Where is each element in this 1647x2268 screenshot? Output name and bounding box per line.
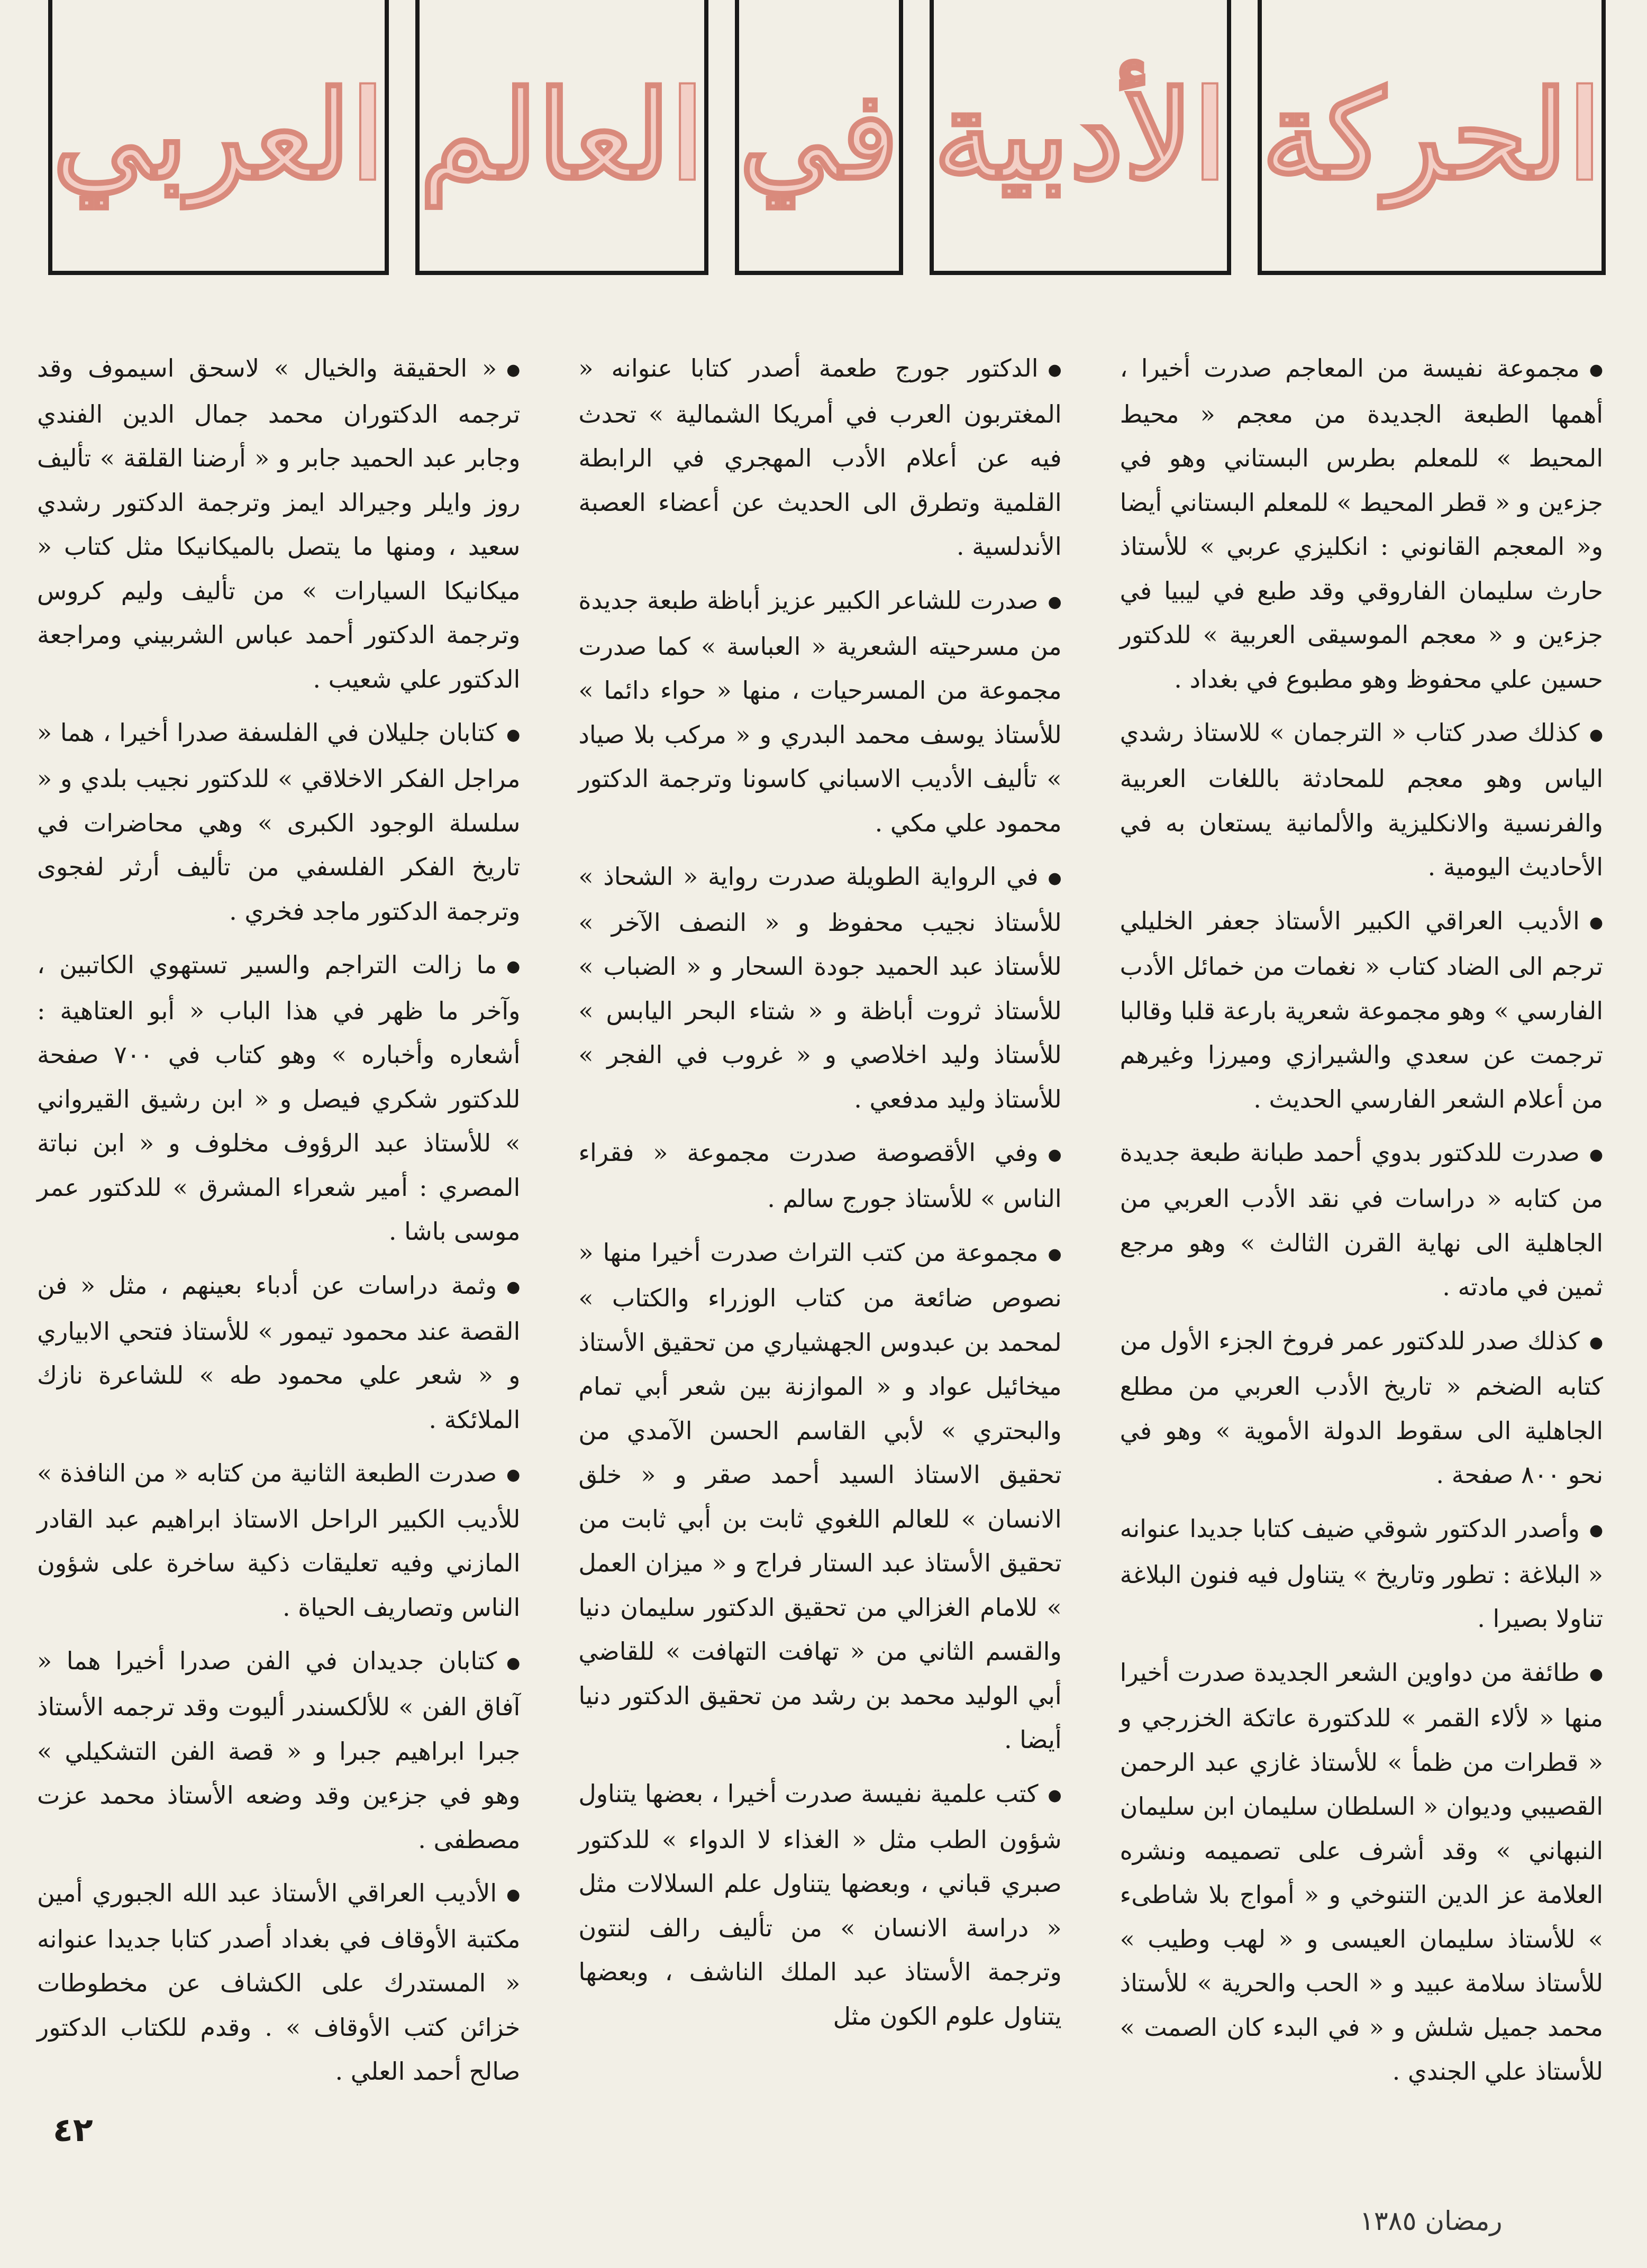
news-item [37, 943, 520, 1254]
news-item [578, 1772, 1061, 2038]
bullet-icon: ● [1048, 1245, 1062, 1264]
news-item-text: ما زالت التراجم والسير تستهوي الكاتبين ، وآخر ما ظهر في هذا الباب « أبو العتاهية : أشعاره وأخباره » وهو كتاب في ٧٠٠ صفحة للدكتور شكري فيصل و « ابن رشيق القيرواني » للأستاذ عبد الرؤوف مخلوف و « ابن نباتة المصري : أمير شعراء المشرق » للدكتور عمر موسى باشا . [37, 950, 521, 1246]
news-item [37, 1871, 520, 2094]
news-item [1120, 899, 1603, 1122]
bullet-icon: ● [506, 1886, 521, 1905]
bullet-icon: ● [1589, 1521, 1603, 1540]
banner-box-3 [735, 0, 903, 275]
news-item [37, 1639, 520, 1862]
banner-box-2 [930, 0, 1231, 275]
news-item [1120, 1507, 1603, 1641]
banner-word-1: الحركة [1261, 64, 1601, 207]
news-item-text: وفي الأقصوصة صدرت مجموعة « فقراء الناس » للأستاذ جورج سالم . [578, 1138, 1062, 1213]
bullet-icon: ● [506, 1653, 521, 1672]
bullet-icon: ● [506, 361, 521, 380]
bullet-icon: ● [506, 1466, 521, 1485]
bullet-icon: ● [1589, 1665, 1603, 1684]
banner-box-1 [1258, 0, 1606, 275]
news-item-text: الأديب العراقي الأستاذ عبد الله الجبوري أمين مكتبة الأوقاف في بغداد أصدر كتابا جديدا عنوانه « المستدرك على الكشاف عن مخطوطات خزائن كتب الأوقاف » . وقدم للكتاب الدكتور صالح أحمد العلي . [37, 1879, 521, 2086]
article-columns [37, 346, 1603, 2092]
news-item-text: كذلك صدر كتاب « الترجمان » للاستاذ رشدي الياس وهو معجم للمحادثة باللغات العربية والفرنسية والانكليزية والألمانية يستعان به في الأحاديث اليومية . [1120, 718, 1603, 881]
column-left [37, 346, 520, 2092]
news-item-text: مجموعة من كتب التراث صدرت أخيرا منها « نصوص ضائعة من كتاب الوزراء والكتاب » لمحمد بن عبدوس الجهشياري من تحقيق الأستاذ ميخائيل عواد و « الموازنة بين شعر أبي تمام والبحتري » لأبي القاسم الحسن الآمدي من تحقيق الاستاذ السيد أحمد صقر و « خلق الانسان » للعالم اللغوي ثابت بن أبي ثابت من تحقيق الأستاذ عبد الستار فراج و « ميزان العمل » للامام الغزالي من تحقيق الدكتور سليمان دنيا والقسم الثاني من « تهافت التهافت » للقاضي أبي الوليد محمد بن رشد من تحقيق الدكتور دنيا أيضا . [578, 1238, 1062, 1754]
bullet-icon: ● [1589, 1145, 1603, 1164]
issue-date: رمضان ١٣٨٥ [1360, 2206, 1503, 2236]
banner-word-5: العربي [52, 64, 385, 207]
bullet-icon: ● [1048, 361, 1062, 380]
column-right [1120, 346, 1603, 2092]
news-item [1120, 711, 1603, 889]
banner-word-4: العالم [419, 64, 704, 207]
news-item-text: الأديب العراقي الكبير الأستاذ جعفر الخليلي ترجم الى الضاد كتاب « نغمات من خمائل الأدب الفارسي » وهو مجموعة شعرية بارعة قلبا وقالبا ترجمت عن سعدي والشيرازي وميرزا وغيرهم من أعلام الشعر الفارسي الحديث . [1120, 906, 1603, 1113]
news-item [1120, 1319, 1603, 1497]
news-item [578, 1231, 1061, 1762]
news-item [37, 346, 520, 701]
news-item-text: طائفة من دواوين الشعر الجديدة صدرت أخيرا منها « لألاء القمر » للدكتورة عاتكة الخزرجي و « قطرات من ظمأ » للأستاذ غازي عبد الرحمن القصيبي وديوان « السلطان سليمان ابن سليمان النبهاني » وقد أشرف على تصميمه ونشره العلامة عز الدين التنوخي و « أمواج بلا شاطىء » للأستاذ سليمان العيسى و « لهب وطيب » للأستاذ سلامة عبيد و « الحب والحرية » للأستاذ محمد جميل شلش و « في البدء كان الصمت » للأستاذ علي الجندي . [1120, 1658, 1603, 2086]
bullet-icon: ● [1048, 1786, 1062, 1805]
banner-box-5 [48, 0, 389, 275]
bullet-icon: ● [1048, 593, 1062, 611]
news-item-text: في الرواية الطويلة صدرت رواية « الشحاذ » للأستاذ نجيب محفوظ و « النصف الآخر » للأستاذ عبد الحميد جودة السحار و « الضباب » للأستاذ ثروت أباظة و « شتاء البحر اليابس » للأستاذ وليد اخلاصي و « غروب في الفجر » للأستاذ وليد مدفعي . [578, 862, 1062, 1113]
news-item-text: الدكتور جورج طعمة أصدر كتابا عنوانه « المغتربون العرب في أمريكا الشمالية » تحدث فيه عن أعلام الأدب المهجري في الرابطة القلمية وتطرق الى الحديث عن أعضاء العصبة الأندلسية . [578, 354, 1062, 561]
news-item-text: « الحقيقة والخيال » لاسحق اسيموف وقد ترجمه الدكتوران محمد جمال الدين الفندي وجابر عبد الحميد جابر و « أرضنا القلقة » تأليف روز وايلر وجيرالد ايمز وترجمة الدكتور رشدي سعيد ، ومنها ما يتصل بالميكانيكا مثل كتاب « ميكانيكا السيارات » من تأليف وليم كروس وترجمة الدكتور أحمد عباس الشربيني ومراجعة الدكتور علي شعيب . [37, 354, 521, 693]
news-item [578, 346, 1061, 569]
bullet-icon: ● [1589, 361, 1603, 380]
news-item-text: كذلك صدر للدكتور عمر فروخ الجزء الأول من كتابه الضخم « تاريخ الأدب العربي من مطلع الجاهلية الى سقوط الدولة الأموية » وهو في نحو ٨٠٠ صفحة . [1120, 1326, 1603, 1489]
news-item [1120, 346, 1603, 701]
news-item [37, 1264, 520, 1442]
news-item-text: صدرت للشاعر الكبير عزيز أباظة طبعة جديدة من مسرحيته الشعرية « العباسة » كما صدرت مجموعة من المسرحيات ، منها « حواء دائما » للأستاذ يوسف محمد البدري و « مركب بلا صياد » تأليف الأديب الاسباني كاسونا وترجمة الدكتور محمود علي مكي . [578, 586, 1062, 837]
news-item-text: صدرت للدكتور بدوي أحمد طبانة طبعة جديدة من كتابه « دراسات في نقد الأدب العربي من الجاهلية الى نهاية القرن الثالث » وهو مرجع ثمين في مادته . [1120, 1138, 1603, 1301]
news-item [1120, 1131, 1603, 1309]
news-item [37, 1451, 520, 1630]
banner-word-2: الأدبية [933, 64, 1227, 207]
bullet-icon: ● [1589, 913, 1603, 932]
bullet-icon: ● [1048, 1145, 1062, 1164]
news-item [578, 579, 1061, 845]
banner-word-3: في [739, 64, 899, 207]
banner-box-4 [415, 0, 708, 275]
news-item-text: كتابان جليلان في الفلسفة صدرا أخيرا ، هما « مراجل الفكر الاخلاقي » للدكتور نجيب بلدي و « سلسلة الوجود الكبرى » وهي محاضرات في تاريخ الفكر الفلسفي من تأليف أرثر لفجوى وترجمة الدكتور ماجد فخري . [37, 718, 521, 926]
header-banner [52, 0, 1606, 275]
news-item-text: صدرت الطبعة الثانية من كتابه « من النافذة » للأديب الكبير الراحل الاستاذ ابراهيم عبد القادر المازني وفيه تعليقات ذكية ساخرة على شؤون الناس وتصاريف الحياة . [37, 1459, 521, 1622]
news-item [1120, 1651, 1603, 2094]
news-item [37, 711, 520, 934]
bullet-icon: ● [506, 725, 521, 744]
bullet-icon: ● [506, 957, 521, 976]
news-item-text: وثمة دراسات عن أدباء بعينهم ، مثل « فن القصة عند محمود تيمور » للأستاذ فتحي الابياري و « شعر علي محمود طه » للشاعرة نازك الملائكة . [37, 1270, 521, 1434]
page-number: ٤٢ [53, 2110, 93, 2149]
news-item [578, 1131, 1061, 1221]
column-middle [578, 346, 1061, 2092]
bullet-icon: ● [1048, 869, 1062, 888]
bullet-icon: ● [1589, 725, 1603, 744]
news-item-text: كتابان جديدان في الفن صدرا أخيرا هما « آفاق الفن » للألكسندر أليوت وقد ترجمه الأستاذ جبرا ابراهيم جبرا و « قصة الفن التشكيلي » وهو في جزءين وقد وضعه الأستاذ محمد عزت مصطفى . [37, 1647, 521, 1854]
news-item-text: مجموعة نفيسة من المعاجم صدرت أخيرا ، أهمها الطبعة الجديدة من معجم « محيط المحيط » للمعلم بطرس البستاني وهو في جزءين و « قطر المحيط » للمعلم البستاني أيضا و« المعجم القانوني : انكليزي عربي » للأستاذ حارث سليمان الفاروقي وقد طبع في ليبيا في جزءين و « معجم الموسيقى العربية » للدكتور حسين علي محفوظ وهو مطبوع في بغداد . [1120, 354, 1603, 693]
news-item [578, 855, 1061, 1121]
news-item-text: وأصدر الدكتور شوقي ضيف كتابا جديدا عنوانه « البلاغة : تطور وتاريخ » يتناول فيه فنون البلاغة تناولا بصيرا . [1120, 1514, 1603, 1633]
bullet-icon: ● [506, 1278, 521, 1296]
news-item-text: كتب علمية نفيسة صدرت أخيرا ، بعضها يتناول شؤون الطب مثل « الغذاء لا الدواء » للدكتور صبري قباني ، وبعضها يتناول علم السلالات مثل « دراسة الانسان » من تأليف رالف لنتون وترجمة الأستاذ عبد الملك الناشف ، وبعضها يتناول علوم الكون مثل [578, 1779, 1062, 2031]
bullet-icon: ● [1589, 1333, 1603, 1352]
